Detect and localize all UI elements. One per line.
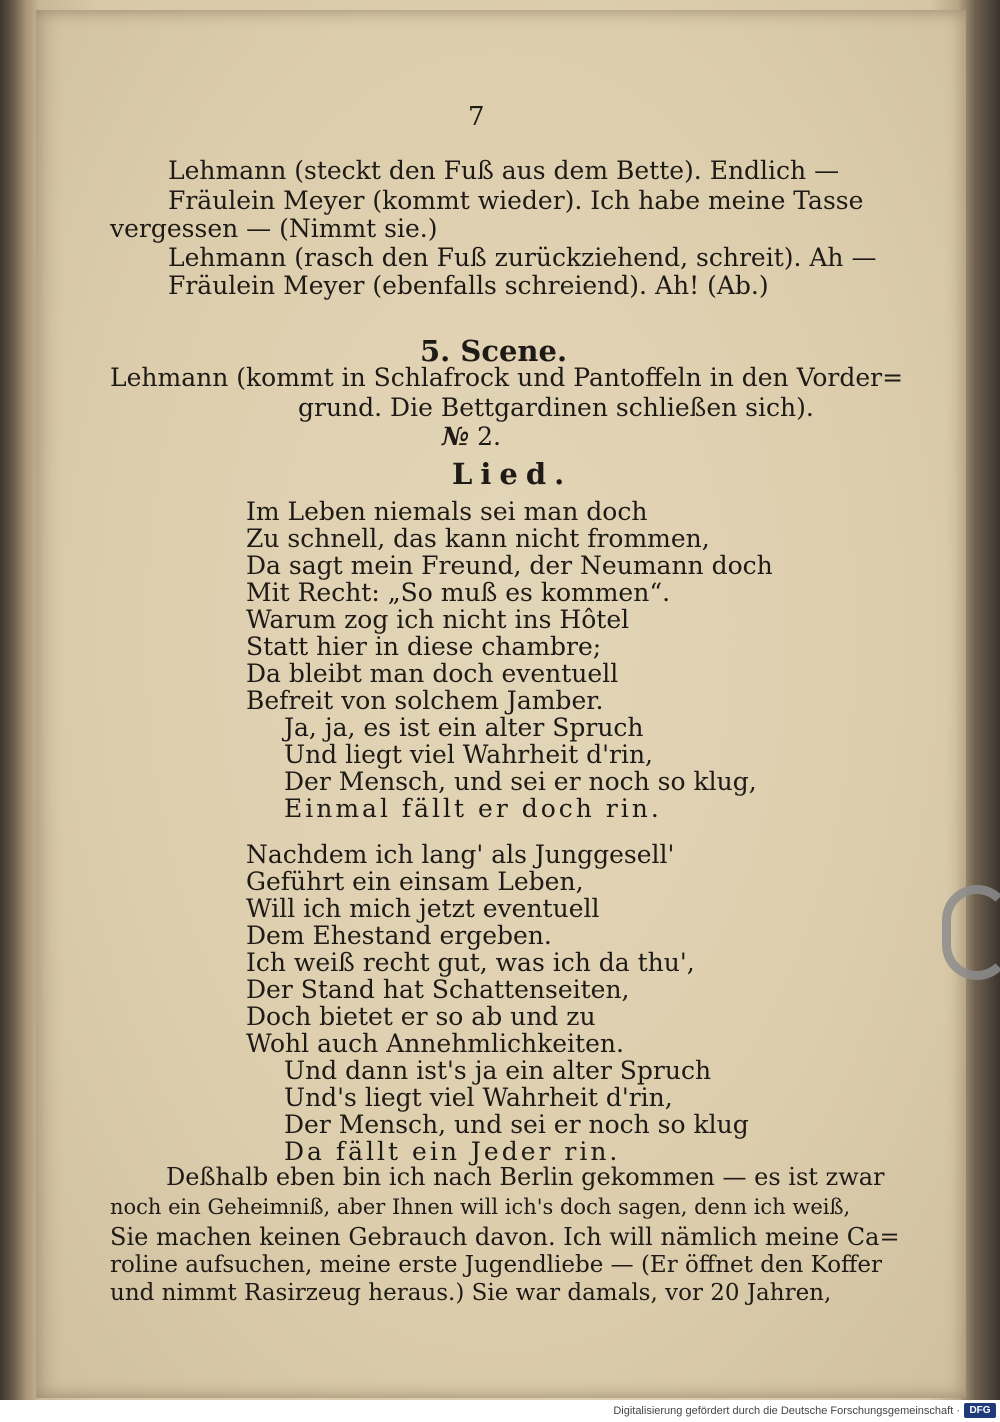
refrain-line: Und dann ist's ja ein alter Spruch [284,1056,712,1085]
refrain-line: Einmal fällt er doch rin. [284,794,662,823]
refrain-line: Ja, ja, es ist ein alter Spruch [284,713,644,742]
verse-line: Der Stand hat Schattenseiten, [246,975,630,1004]
funding-notice: Digitalisierung gefördert durch die Deutsche Forschungsgemeinschaft · [613,1405,960,1417]
verse-line: Warum zog ich nicht ins Hôtel [246,605,630,634]
page-number: 7 [468,102,485,132]
verse-line: Doch bietet er so ab und zu [246,1002,596,1031]
stage-direction-line: Lehmann (kommt in Schlafrock und Pantoffeln in den Vorder= [110,363,904,392]
number-sign: № [442,422,470,451]
refrain-line: Und's liegt viel Wahrheit d'rin, [284,1083,673,1112]
text-line: vergessen — (Nimmt sie.) [110,214,438,243]
verse-line: Ich weiß recht gut, was ich da thu', [246,948,695,977]
verse-line: Da bleibt man doch eventuell [246,659,619,688]
song-title: Lied. [452,457,573,491]
verse-line: Im Leben niemals sei man doch [246,497,648,526]
text-line: Lehmann (steckt den Fuß aus dem Bette). Endlich — [168,156,840,185]
prose-line: noch ein Geheimniß, aber Ihnen will ich's doch sagen, denn ich weiß, [110,1195,851,1219]
refrain-line: Der Mensch, und sei er noch so klug, [284,767,757,796]
scene-heading: 5. Scene. [420,334,568,368]
prose-line: Deßhalb eben bin ich nach Berlin gekommen — es ist zwar [166,1163,885,1191]
dfg-logo: DFG [964,1403,996,1418]
verse-line: Dem Ehestand ergeben. [246,921,552,950]
refrain-line: Der Mensch, und sei er noch so klug [284,1110,749,1139]
footer-bar [0,1400,1000,1422]
verse-line: Geführt ein einsam Leben, [246,867,584,896]
verse-line: Mit Recht: „So muß es kommen“. [246,578,671,607]
stage-direction-line: grund. Die Bettgardinen schließen sich). [298,393,814,422]
verse-line: Wohl auch Annehmlichkeiten. [246,1029,624,1058]
prose-line: roline aufsuchen, meine erste Jugendliebe — (Er öffnet den Koffer [110,1252,883,1278]
verse-line: Will ich mich jetzt eventuell [246,894,600,923]
text-line: Fräulein Meyer (ebenfalls schreiend). Ah! (Ab.) [168,271,769,300]
song-number [442,422,501,451]
prose-line: und nimmt Rasirzeug heraus.) Sie war damals, vor 20 Jahren, [110,1280,832,1306]
refrain-line: Da fällt ein Jeder rin. [284,1137,621,1166]
text-line: Fräulein Meyer (kommt wieder). Ich habe meine Tasse [168,186,864,215]
verse-line: Statt hier in diese chambre; [246,632,602,661]
prose-line: Sie machen keinen Gebrauch davon. Ich will nämlich meine Ca= [110,1223,900,1251]
verse-line: Zu schnell, das kann nicht frommen, [246,524,710,553]
text-line: Lehmann (rasch den Fuß zurückziehend, schreit). Ah — [168,243,877,272]
verse-line: Befreit von solchem Jamber. [246,686,604,715]
number-value: 2. [477,422,501,451]
verse-line: Da sagt mein Freund, der Neumann doch [246,551,773,580]
refrain-line: Und liegt viel Wahrheit d'rin, [284,740,653,769]
verse-line: Nachdem ich lang' als Junggesell' [246,840,675,869]
